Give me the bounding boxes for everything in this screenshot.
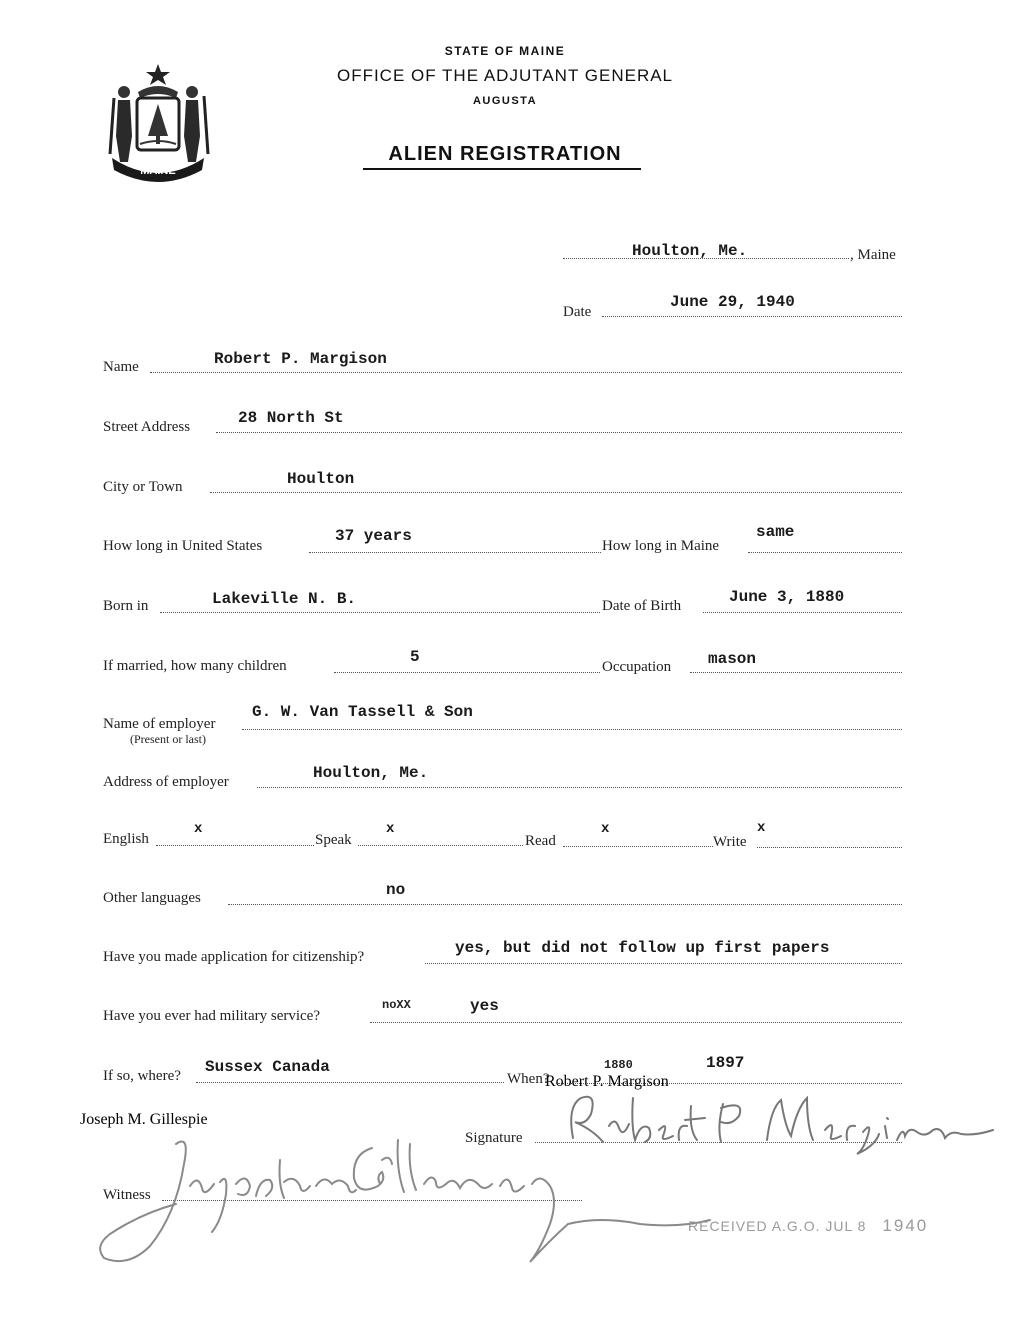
street-label: Street Address [103,419,191,435]
read-dotted-line [563,846,713,847]
city-value: Houlton [287,470,355,488]
us-duration-label: How long in United States [103,538,263,554]
speak-dotted-line [358,845,523,846]
english-label: English [103,831,149,847]
city-heading: AUGUSTA [472,95,538,107]
english-value: x [194,821,203,837]
military-value: yes [470,997,499,1015]
born-in-value: Lakeville N. B. [212,590,357,608]
where-dotted-line [196,1082,504,1083]
when-struck-value: 1880 [604,1058,633,1072]
date-label: Date [563,304,592,320]
maine-duration-value: same [756,523,795,541]
other-languages-label: Other languages [103,890,201,906]
when-value: 1897 [706,1054,745,1072]
office-heading: OFFICE OF THE ADJUTANT GENERAL [336,66,674,85]
witness-label: Witness [103,1187,151,1203]
employer-dotted-line [242,729,902,730]
place-suffix: , Maine [850,247,896,263]
birth-date-label: Date of Birth [602,598,682,614]
occupation-label: Occupation [602,659,672,675]
employer-address-dotted-line [257,787,902,788]
born-in-dotted-line [160,612,600,613]
maine-duration-label: How long in Maine [602,538,720,554]
when-label: When? [507,1071,550,1087]
occupation-dotted-line [690,672,902,673]
other-languages-dotted-line [228,904,902,905]
employer-label: Name of employer [103,716,216,732]
state-heading: STATE OF MAINE [444,44,566,58]
employer-sublabel: (Present or last) [130,732,206,746]
write-dotted-line [757,847,902,848]
svg-text:Robert P. Margison: Robert P. Margison [545,1073,669,1090]
date-value: June 29, 1940 [670,293,795,311]
name-dotted-line [150,372,902,373]
write-value: x [757,820,766,836]
read-label: Read [525,833,556,849]
name-value: Robert P. Margison [214,350,387,368]
born-in-label: Born in [103,598,149,614]
us-duration-dotted-line [309,552,601,553]
citizenship-label: Have you made application for citizenship? [103,949,365,965]
us-duration-value: 37 years [335,527,412,545]
military-label: Have you ever had military service? [103,1008,320,1024]
children-dotted-line [334,672,600,673]
place-value: Houlton, Me. [632,242,748,260]
street-value: 28 North St [238,409,344,427]
speak-label: Speak [315,832,352,848]
svg-text:Joseph M. Gillespie: Joseph M. Gillespie [80,1111,208,1128]
city-label: City or Town [103,479,183,495]
witness-handwriting [80,1111,720,1274]
children-value: 5 [410,648,420,666]
street-dotted-line [216,432,902,433]
employer-address-label: Address of employer [103,774,229,790]
employer-address-value: Houlton, Me. [313,764,429,782]
name-label: Name [103,359,139,375]
citizenship-value: yes, but did not follow up first papers [455,939,830,957]
where-label: If so, where? [103,1068,181,1084]
read-value: x [601,821,610,837]
form-title: ALIEN REGISTRATION [388,143,622,165]
where-value: Sussex Canada [205,1058,330,1076]
date-dotted-line [602,316,902,317]
english-dotted-line [156,845,314,846]
svg-text:MAINE: MAINE [140,165,176,177]
maine-duration-dotted-line [748,552,902,553]
children-label: If married, how many children [103,658,287,674]
birth-date-dotted-line [703,612,902,613]
received-stamp: RECEIVED A.G.O. JUL 8 1940 [688,1216,929,1235]
other-languages-value: no [386,881,406,899]
occupation-value: mason [708,650,757,668]
signature-label: Signature [465,1130,523,1146]
birth-date-value: June 3, 1880 [729,588,845,606]
speak-value: x [386,821,395,837]
citizenship-dotted-line [425,963,902,964]
city-dotted-line [210,492,902,493]
military-dotted-line [370,1022,902,1023]
employer-value: G. W. Van Tassell & Son [252,703,473,721]
write-label: Write [713,834,747,850]
military-struck-value: noXX [382,998,411,1012]
title-underline [363,168,641,170]
